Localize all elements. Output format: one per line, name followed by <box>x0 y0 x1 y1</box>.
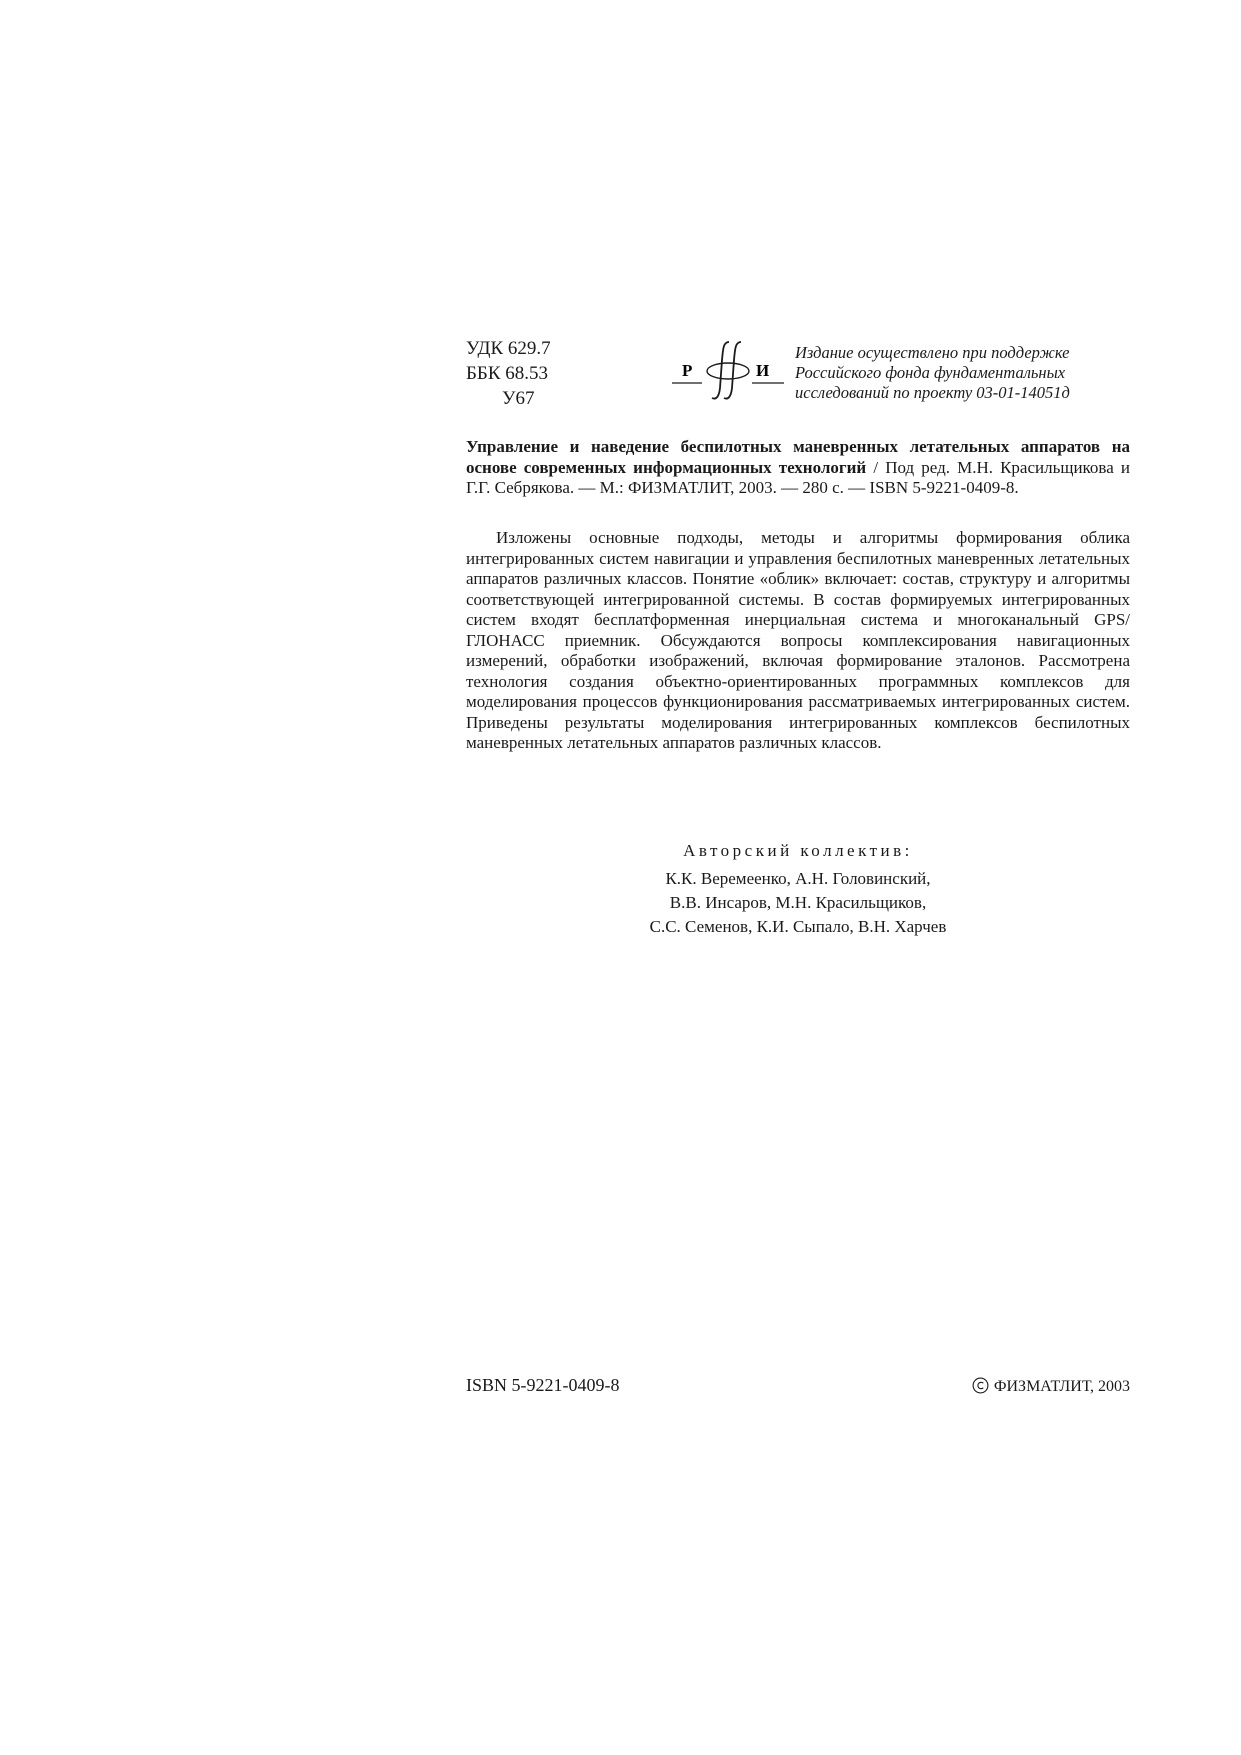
footer-copyright <box>972 1377 1130 1396</box>
footer-isbn: ISBN 5-9221-0409-8 <box>466 1375 620 1395</box>
rffi-logo <box>672 340 784 402</box>
bibliographic-details: / Под ред. М.Н. Красильщикова и Г.Г. Себрякова. — М.: ФИЗМАТЛИТ, 2003. — 280 с. — ISBN 5-9221-0409-8. <box>466 457 1130 497</box>
authors-heading: Авторский коллектив: <box>683 841 913 860</box>
funding-line-1: Издание осуществлено при поддержке <box>795 343 1070 362</box>
funding-note <box>795 343 1070 403</box>
authors-line-3: С.С. Семенов, К.И. Сыпало, В.Н. Харчев <box>649 917 947 936</box>
logo-ellipse <box>707 363 749 379</box>
bibliographic-record <box>466 437 1130 499</box>
copyright-icon <box>972 1377 989 1394</box>
author-mark: У67 <box>502 388 535 409</box>
classification-block <box>466 336 551 411</box>
authors-block <box>466 839 1130 939</box>
authors-line-1: К.К. Веремеенко, А.Н. Головинский, <box>665 869 931 888</box>
bbk-code: ББК 68.53 <box>466 363 548 384</box>
logo-integral-right <box>724 342 741 399</box>
copyright-text: ФИЗМАТЛИТ, 2003 <box>993 1378 1130 1395</box>
authors-line-2: В.В. Инсаров, М.Н. Красильщиков, <box>669 893 927 912</box>
abstract-text: Изложены основные подходы, методы и алгоритмы формирования облика интегрированных систем навигации и управления беспилотных маневренных летательных аппаратов различных классов. Понятие «облик» включает: состав, структуру и алгоритмы соответствующей интегрированной системы. В состав формируемых интегрированных систем входят бесплатформенная инерциальная система и многоканальный GPS/ГЛОНАСС приемник. Обсуждаются вопросы комплексирования навигационных измерений, обработки изображений, включая формирование эталонов. Рассмотрена технология создания объектно-ориентированных программных комплексов для моделирования процессов функционирования рассматриваемых интегрированных систем. Приведены результаты моделирования интегрированных комплексов беспилотных маневренных летательных аппаратов различных классов. <box>466 528 1130 752</box>
logo-letter-i: И <box>756 361 770 380</box>
logo-letter-r: Р <box>682 361 693 380</box>
funding-line-2: Российского фонда фундаментальных <box>795 363 1066 382</box>
book-title: Управление и наведение беспилотных маневренных летательных аппаратов на основе современных информационных технологий <box>466 437 1130 477</box>
funding-line-3: исследований по проекту 03-01-14051д <box>795 383 1070 402</box>
udk-code: УДК 629.7 <box>466 338 551 359</box>
logo-integral-left <box>712 342 729 399</box>
